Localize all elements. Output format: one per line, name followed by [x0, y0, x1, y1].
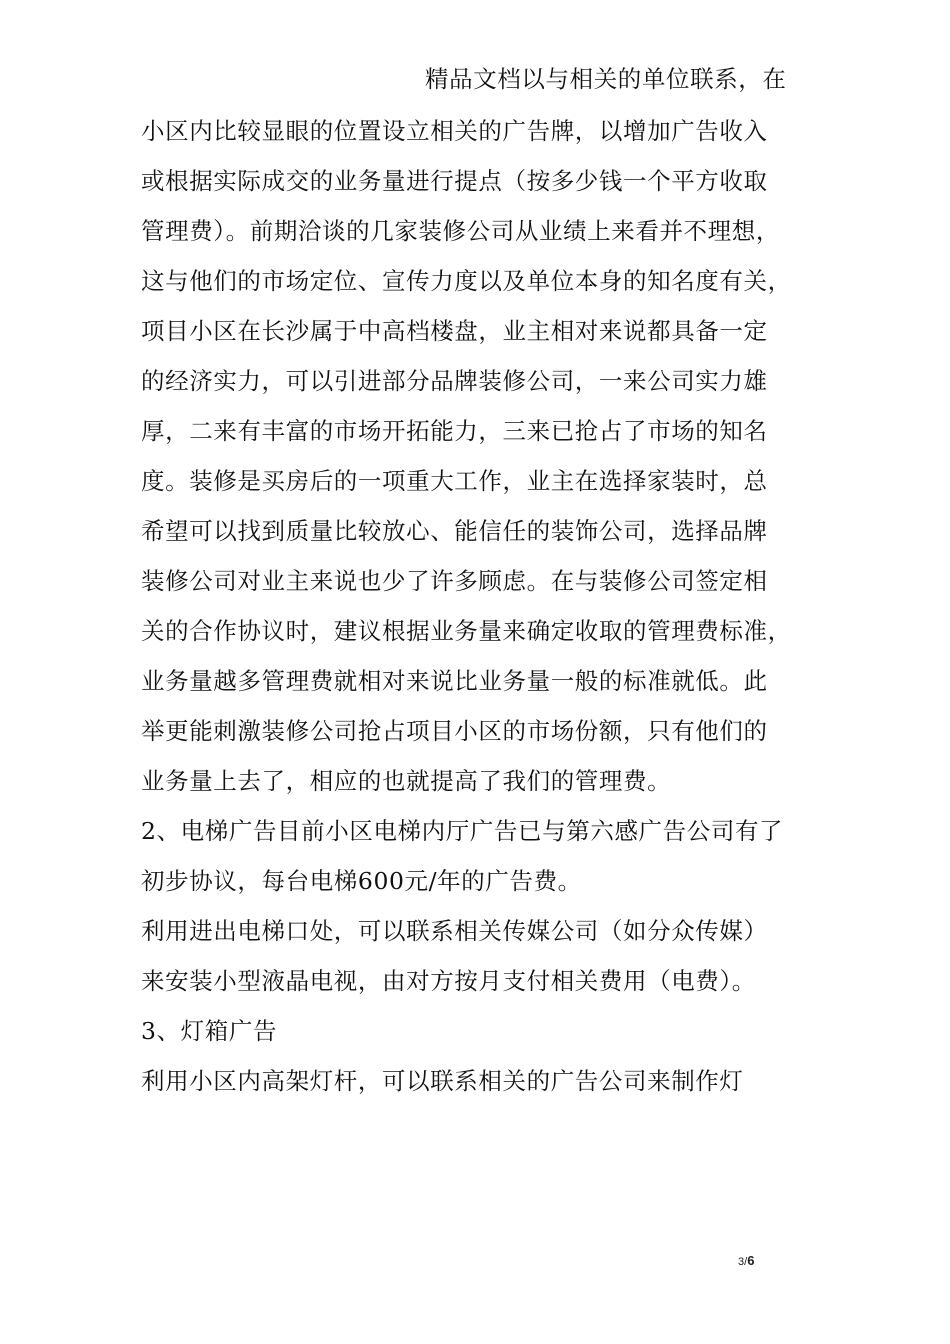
page-separator: /: [744, 1256, 748, 1268]
header-fragment: 精品文档以与相关的单位联系，在: [425, 65, 787, 93]
text-line: 初步协议，每台电梯600元/年的广告费。: [141, 867, 582, 895]
text-line: 业务量上去了，相应的也就提高了我们的管理费。: [141, 767, 672, 795]
text-line: 小区内比较显眼的位置设立相关的广告牌，以增加广告收入: [141, 117, 768, 145]
section-heading-lightbox-ads: 3、灯箱广告: [141, 1017, 278, 1045]
page-total: 6: [747, 1253, 755, 1268]
text-line: 厚，二来有丰富的市场开拓能力，三来已抢占了市场的知名: [141, 417, 768, 445]
text-line: 利用小区内高架灯杆，可以联系相关的广告公司来制作灯: [141, 1067, 744, 1095]
text-line: 利用进出电梯口处，可以联系相关传媒公司（如分众传媒）: [141, 917, 768, 945]
text-line: 来安装小型液晶电视，由对方按月支付相关费用（电费）。: [141, 967, 756, 995]
text-line: 关的合作协议时，建议根据业务量来确定收取的管理费标准，: [141, 617, 792, 645]
text-line: 的经济实力，可以引进部分品牌装修公司，一来公司实力雄: [141, 367, 768, 395]
text-line: 业务量越多管理费就相对来说比业务量一般的标准就低。此: [141, 667, 768, 695]
page-current: 3: [738, 1256, 745, 1268]
section-heading-elevator-ads: 2、电梯广告目前小区电梯内厅广告已与第六感广告公司有了: [141, 817, 784, 845]
text-line: 装修公司对业主来说也少了许多顾虑。在与装修公司签定相: [141, 567, 768, 595]
page-number: [738, 1253, 754, 1268]
text-line: 度。装修是买房后的一项重大工作，业主在选择家装时，总: [141, 467, 768, 495]
text-line: 这与他们的市场定位、宣传力度以及单位本身的知名度有关，: [141, 267, 792, 295]
text-line: 或根据实际成交的业务量进行提点（按多少钱一个平方收取: [141, 167, 768, 195]
text-line: 管理费）。前期洽谈的几家装修公司从业绩上来看并不理想，: [141, 217, 780, 245]
text-line: 希望可以找到质量比较放心、能信任的装饰公司，选择品牌: [141, 517, 768, 545]
text-line: 举更能刺激装修公司抢占项目小区的市场份额，只有他们的: [141, 717, 768, 745]
text-line: 项目小区在长沙属于中高档楼盘，业主相对来说都具备一定: [141, 317, 768, 345]
